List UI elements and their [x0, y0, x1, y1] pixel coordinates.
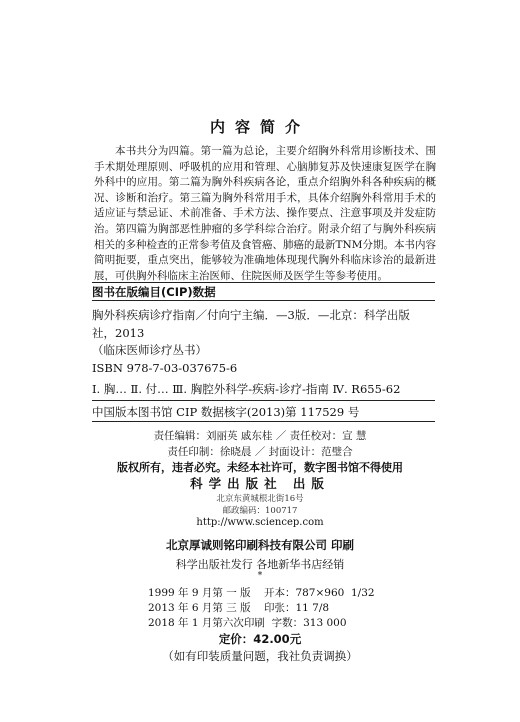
- cip-heading: 图书在版编目(CIP)数据: [92, 285, 216, 299]
- quality-note: （如有印装质量问题，我社负责调换）: [162, 649, 358, 663]
- publisher-name: 科学出版社 出版: [190, 476, 330, 491]
- cip-isbn: ISBN 978-7-03-037675-6: [92, 361, 238, 375]
- divider: [92, 282, 435, 283]
- copyright-notice: 版权所有，违者必究。未经本社许可，数字图书馆不得使用: [117, 461, 403, 474]
- edition-line-2: 2013 年 6 月第 三 版 印张：11 7/8: [148, 602, 330, 614]
- book-summary: 本书共分为四篇。第一篇为总论，主要介绍胸外科常用诊断技术、围手术期处理原则、呼吸机的应用和管理、心脑肺复苏及快速康复医学在胸外科中的应用。第二篇为胸外科疾病各论，重点介绍胸外科各种疾病的概况、诊断和治疗。第三篇为胸外科常用手术，具体介绍胸外科常用手术的适应证与禁忌证、术前准备、手术方法、操作要点、注意事项及并发症防治。第四篇为胸部恶性肿瘤的多学科综合治疗。附录介绍了与胸外科疾病相关的多种检查的正常参考值及食管癌、肺癌的最新TNM分期。本书内容简明扼要，重点突出，能够较为准确地体现现代胸外科临床诊治的最新进展，可供胸外科临床主治医师、住院医师及医学生等参考使用。: [94, 145, 436, 282]
- page-title: 内容简介: [209, 118, 310, 136]
- cip-classification: Ⅰ. 胸… Ⅱ. 付… Ⅲ. 胸腔外科学-疾病-诊疗-指南 Ⅳ. R655-62: [92, 382, 401, 396]
- cip-record: 中国版本图书馆 CIP 数据核字(2013)第 117529 号: [92, 405, 360, 419]
- production-credits: 责任印制：徐晓晨 ／ 封面设计：范璧合: [167, 446, 353, 458]
- divider: [92, 421, 435, 422]
- cip-catalog-entry: 胸外科疾病诊疗指南／付向宁主编．—3版．—北京：科学出版社，2013: [92, 308, 410, 340]
- printer-name: 北京厚诚则铭印刷科技有限公司 印刷: [165, 538, 354, 552]
- distribution-info: 科学出版社发行 各地新华书店经销: [175, 558, 345, 571]
- edition-line-3: 2018 年 1 月第六次印刷 字数：313 000: [148, 617, 347, 629]
- publisher-url: http://www.sciencep.com: [196, 517, 324, 528]
- editor-credits: 责任编辑：刘丽英 戚东桂 ／ 责任校对：宣 慧: [153, 430, 367, 442]
- publisher-postcode: 邮政编码：100717: [222, 506, 298, 516]
- edition-line-1: 1999 年 9 月第 一 版 开本：787×960 1/32: [148, 587, 375, 599]
- divider: [92, 400, 435, 401]
- cip-series: （临床医师诊疗丛书）: [92, 343, 207, 357]
- separator-star: *: [257, 571, 263, 581]
- divider: [92, 300, 435, 301]
- price: 定价：42.00元: [218, 632, 302, 646]
- publisher-address: 北京东黄城根北街16号: [216, 494, 304, 504]
